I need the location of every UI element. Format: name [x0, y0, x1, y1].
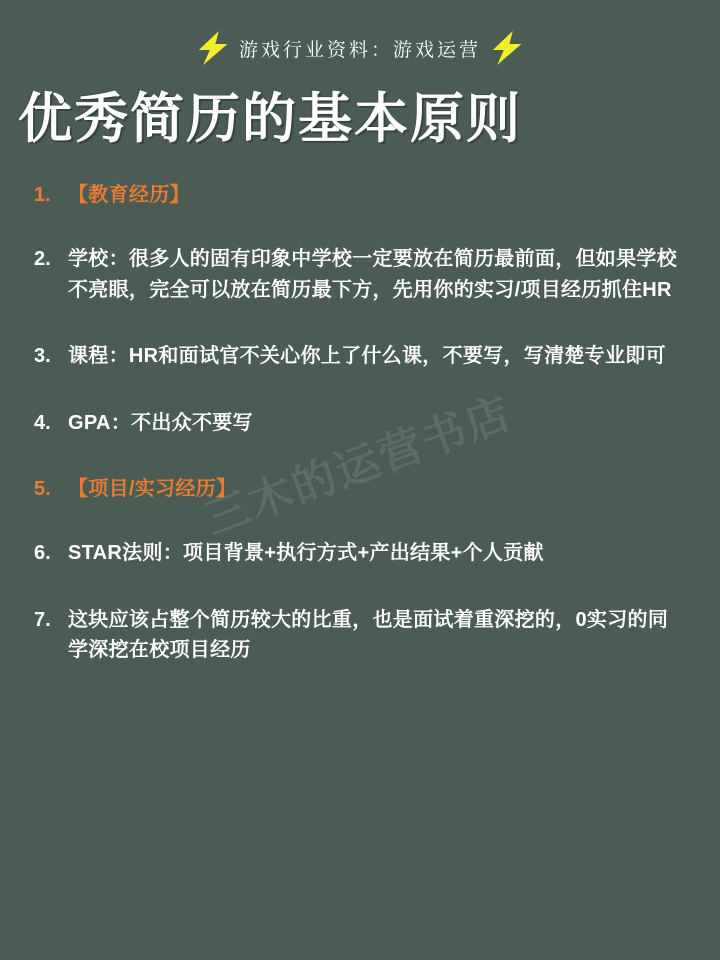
list-item — [34, 408, 680, 438]
list-item — [34, 341, 680, 371]
list-item-text: GPA：不出众不要写 — [68, 411, 253, 434]
list-item — [34, 538, 680, 568]
list-item-text: 【项目/实习经历】 — [68, 478, 237, 501]
lightning-bolt-icon-left — [195, 31, 231, 65]
watermark: 三木的运营书店 — [198, 387, 519, 546]
list-item-number: 7. — [34, 608, 51, 631]
principles-list — [0, 180, 720, 666]
list-item-number: 2. — [34, 248, 51, 271]
list-item-text: 学校：很多人的固有印象中学校一定要放在简历最前面，但如果学校不亮眼，完全可以放在简历最下方，先用你的实习/项目经历抓住HR — [68, 248, 677, 301]
page-title: 优秀简历的基本原则 — [18, 87, 522, 150]
list-item — [34, 474, 680, 504]
list-item-number: 3. — [34, 345, 51, 368]
list-item-number: 6. — [34, 542, 51, 565]
list-item — [34, 180, 680, 210]
list-item-text: 这块应该占整个简历较大的比重，也是面试着重深挖的，0实习的同学深挖在校项目经历 — [68, 608, 669, 662]
list-item-text: 【教育经历】 — [68, 184, 190, 207]
list-item-text: STAR法则：项目背景+执行方式+产出结果+个人贡献 — [68, 542, 544, 565]
list-item-number: 5. — [34, 478, 51, 501]
list-item-number: 4. — [34, 411, 51, 434]
list-item — [34, 605, 680, 666]
header-badge — [0, 0, 720, 70]
list-item-number: 1. — [34, 184, 51, 207]
list-item — [34, 244, 680, 305]
list-item-text: 课程：HR和面试官不关心你上了什么课，不要写，写清楚专业即可 — [68, 345, 666, 368]
header-title: 游戏行业资料：游戏运营 — [238, 39, 481, 61]
lightning-bolt-icon-right — [489, 31, 525, 65]
